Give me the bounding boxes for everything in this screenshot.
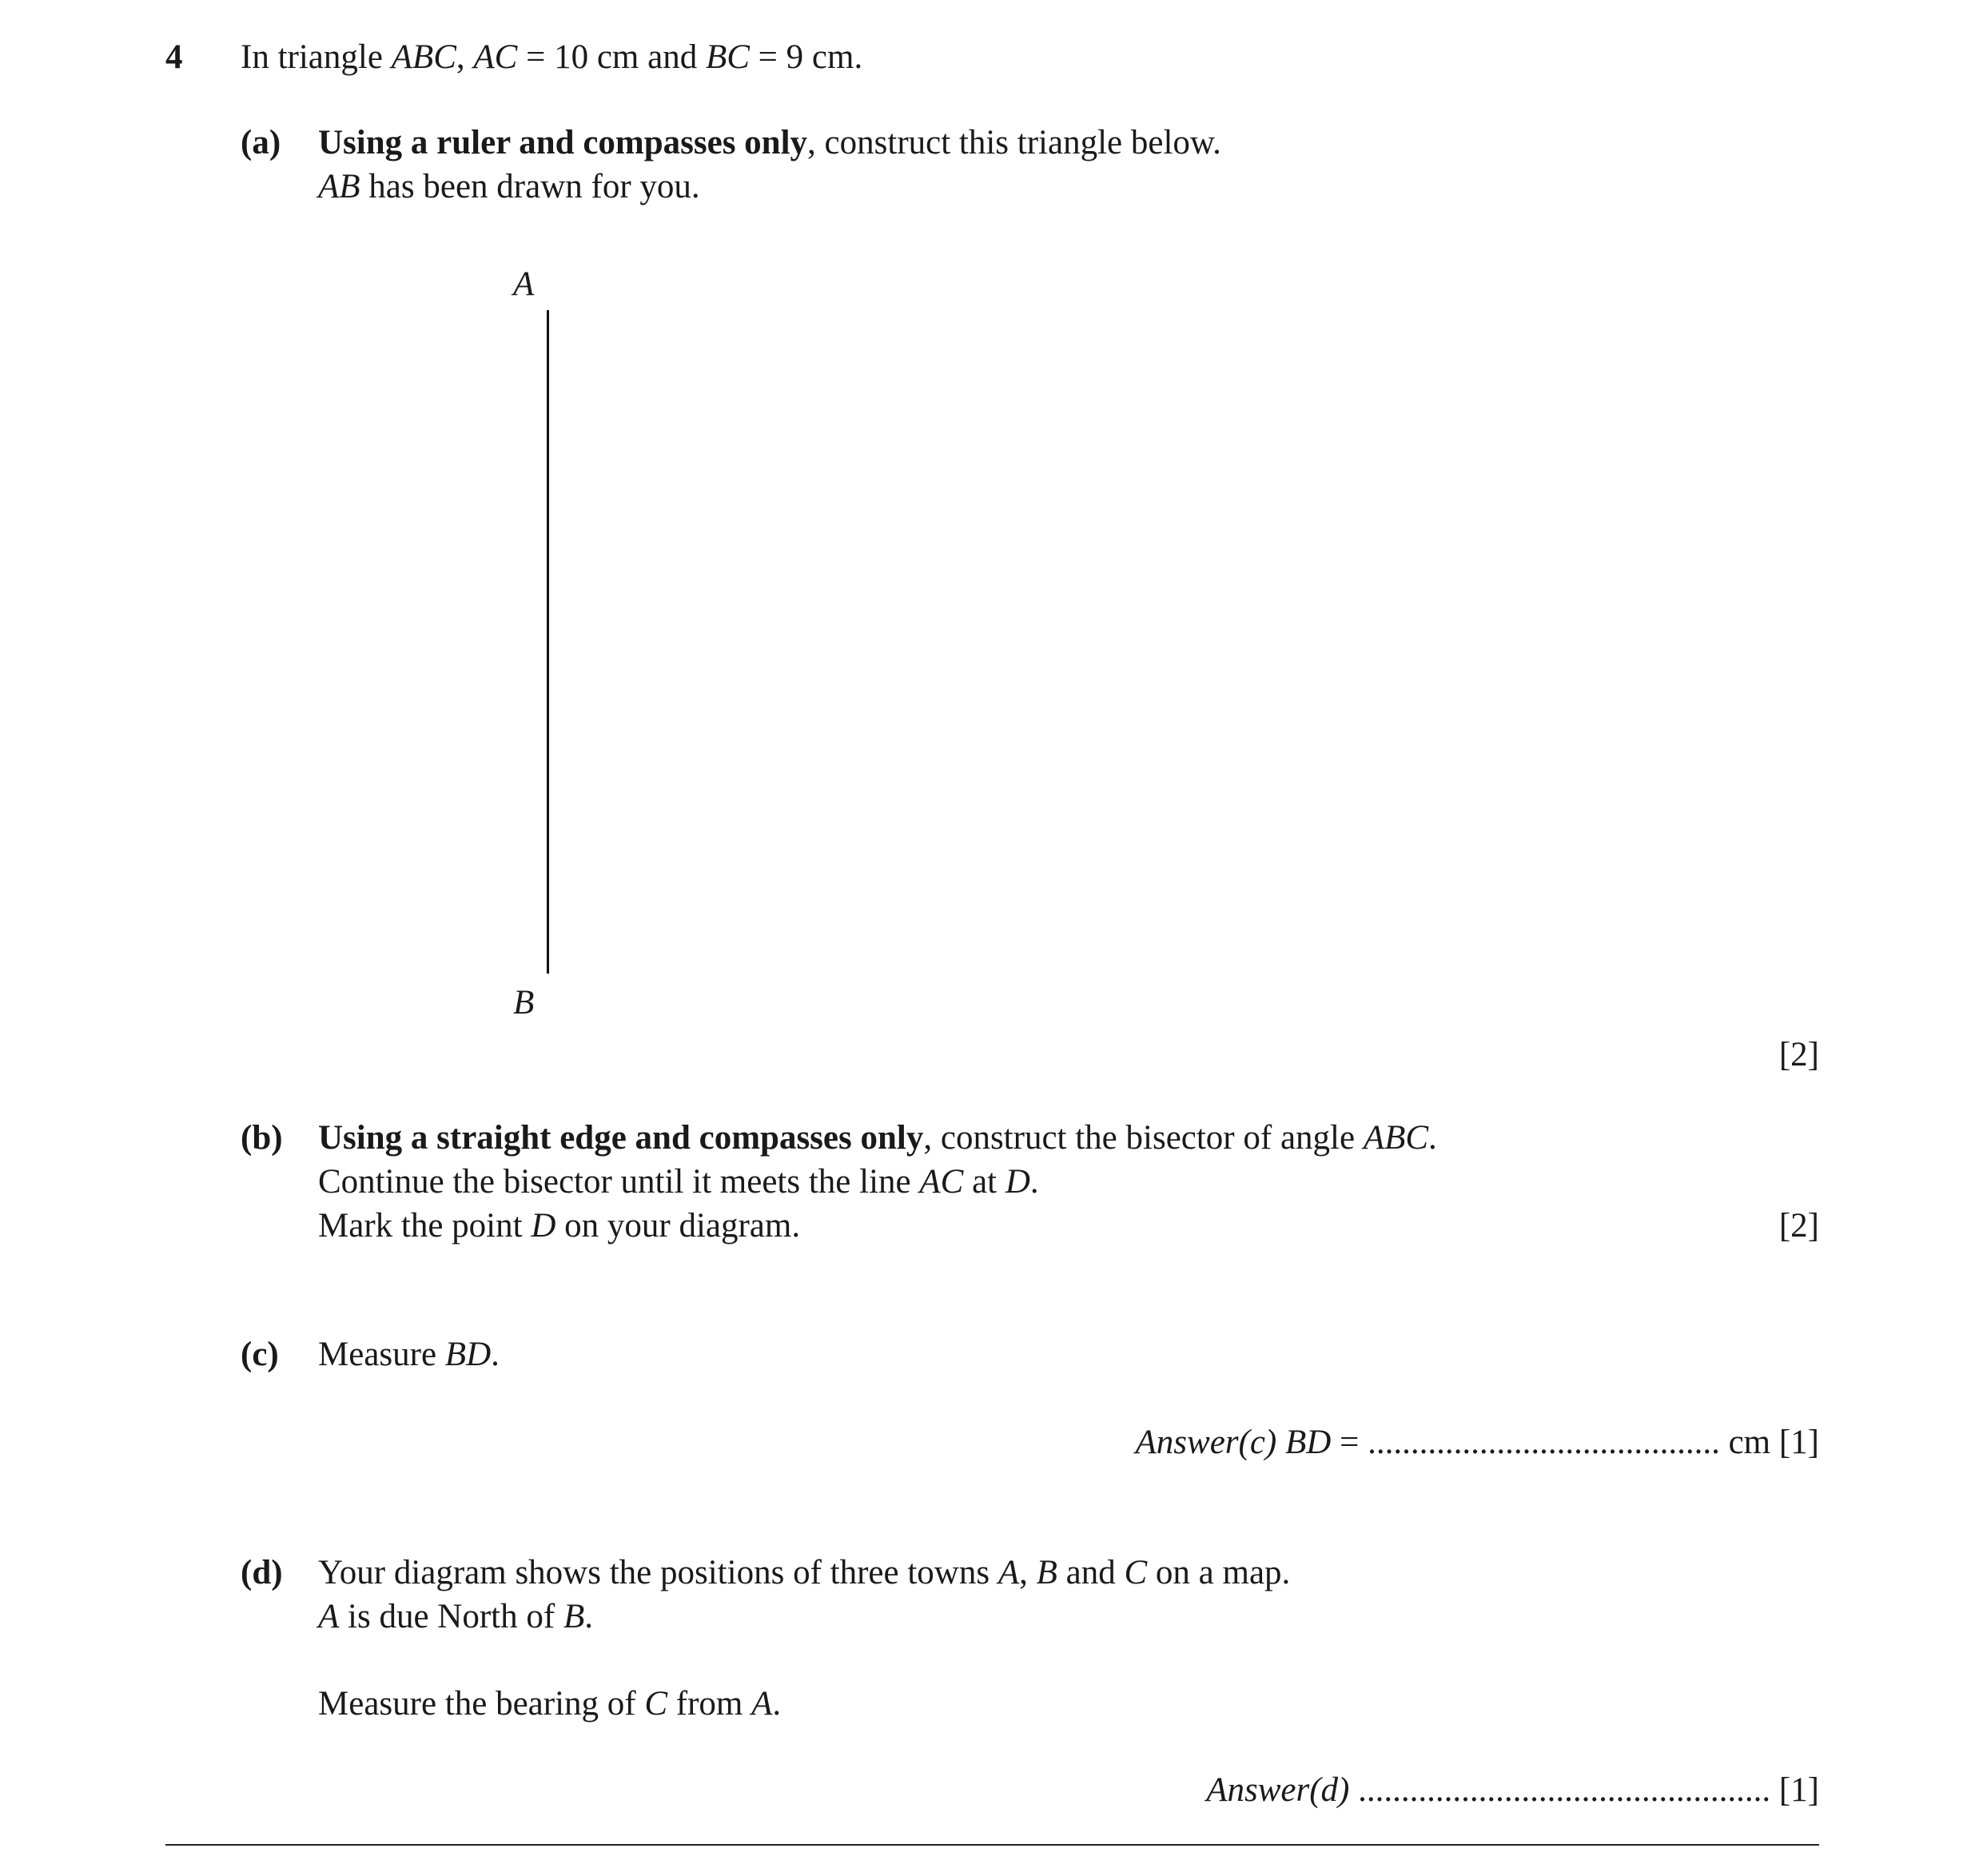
part-d-line-2: A is due North of B. [318, 1598, 593, 1635]
part-b-marks: [2] [1778, 1207, 1819, 1245]
question-intro: In triangle ABC, AC = 10 cm and BC = 9 cm. [241, 38, 863, 76]
part-a-marks: [2] [1778, 1036, 1819, 1073]
part-b-line-3: Mark the point D on your diagram. [318, 1207, 801, 1245]
part-a-label: (a) [241, 124, 281, 161]
part-b-instruction: Using a straight edge and compasses only, construct the bisector of angle ABC. [318, 1119, 1437, 1157]
answer-d-blank[interactable]: ................................................ [1358, 1771, 1771, 1809]
part-d-line-3: Measure the bearing of C from A. [318, 1685, 782, 1723]
answer-d-line[interactable]: Answer(d) ................................................ [1] [1206, 1771, 1819, 1809]
part-d-line-1: Your diagram shows the positions of three towns A, B and C on a map. [318, 1554, 1291, 1591]
answer-c-line[interactable]: Answer(c) BD = ......................................... cm [1] [1135, 1424, 1819, 1461]
part-a-instruction: Using a ruler and compasses only, construct this triangle below. [318, 124, 1221, 161]
part-b-line-2: Continue the bisector until it meets the line AC at D. [318, 1163, 1039, 1201]
line-segment-ab [547, 310, 549, 974]
question-number: 4 [165, 38, 183, 76]
part-c-instruction: Measure BD. [318, 1336, 500, 1373]
bottom-rule [165, 1844, 1819, 1846]
part-b-label: (b) [241, 1119, 283, 1157]
point-b-label: B [513, 984, 535, 1022]
part-c-label: (c) [241, 1336, 279, 1373]
part-d-label: (d) [241, 1554, 283, 1591]
point-a-label: A [513, 265, 535, 303]
part-a-note: AB has been drawn for you. [318, 168, 700, 205]
answer-c-blank[interactable]: ......................................... [1368, 1424, 1720, 1461]
